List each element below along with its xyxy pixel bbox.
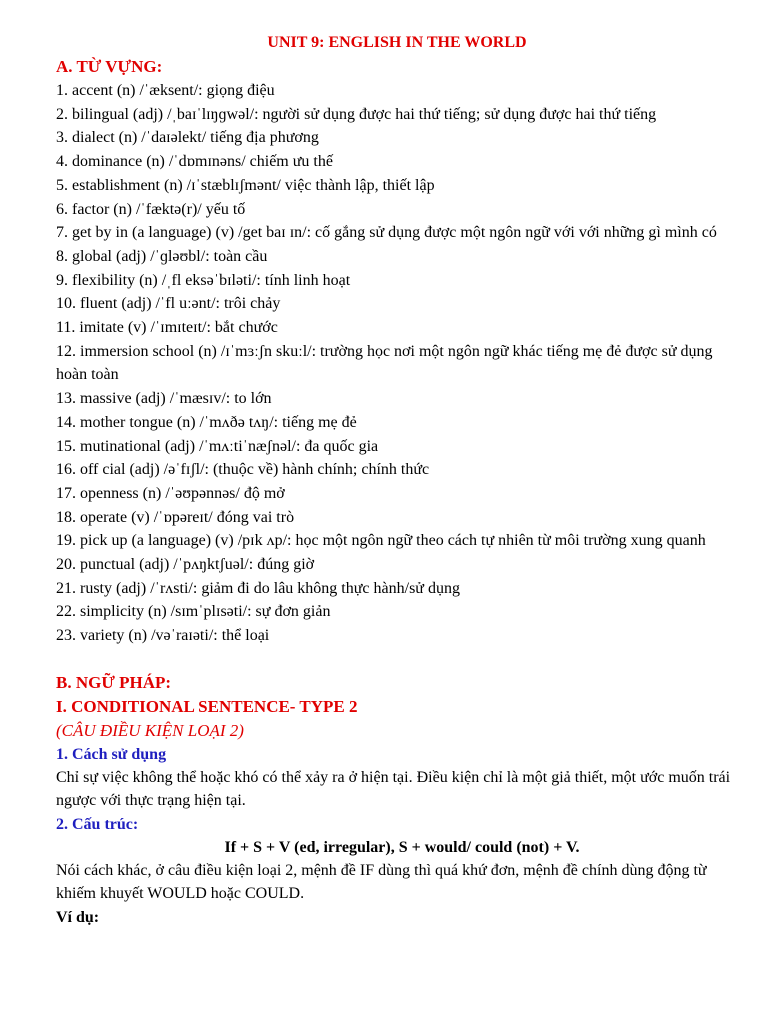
section-spacer [56, 648, 736, 671]
vocab-item: 23. variety (n) /vəˈraɪəti/: thể loại [56, 627, 270, 645]
structure-heading: 2. Cấu trúc: [56, 815, 139, 833]
structure-paragraph: Nói cách khác, ở câu điều kiện loại 2, mệnh đề IF dùng thì quá khứ đơn, mệnh đề chính dùng động từ khiếm khuyết WOULD hoặc COULD. [56, 861, 707, 903]
vocabulary-list [56, 79, 736, 648]
vocab-item: 2. bilingual (adj) /ˌbaɪˈlɪŋɡwəl/: người sử dụng được hai thứ tiếng; sử dụng được hai thứ tiếng [56, 105, 657, 123]
vocab-item: 4. dominance (n) /ˈdɒmɪnəns/ chiếm ưu thế [56, 153, 333, 171]
grammar-title: I. CONDITIONAL SENTENCE- TYPE 2 [56, 696, 358, 716]
usage-paragraph: Chỉ sự việc không thể hoặc khó có thể xảy ra ở hiện tại. Điều kiện chỉ là một giả thiết, một ước muốn trái ngược với thực trạng hiện tại. [56, 768, 731, 810]
vocab-item: 12. immersion school (n) /ɪˈmɜːʃn skuːl/: trường học nơi một ngôn ngữ khác tiếng mẹ đẻ được sử dụng hoàn toàn [56, 342, 713, 384]
structure-formula: If + S + V (ed, irregular), S + would/ could (not) + V. [224, 838, 580, 856]
vocab-item: 3. dialect (n) /ˈdaɪəlekt/ tiếng địa phương [56, 129, 319, 147]
vocabulary-heading: A. TỪ VỰNG: [56, 57, 163, 76]
formula-row [56, 836, 736, 859]
vocab-item: 14. mother tongue (n) /ˈmʌðə tʌŋ/: tiếng mẹ đẻ [56, 413, 357, 431]
vocab-item: 16. off cial (adj) /əˈfɪʃl/: (thuộc về) hành chính; chính thức [56, 461, 430, 479]
vocab-item: 13. massive (adj) /ˈmæsɪv/: to lớn [56, 390, 272, 408]
page-title: UNIT 9: ENGLISH IN THE WORLD [267, 34, 527, 51]
vocab-item: 21. rusty (adj) /ˈrʌsti/: giảm đi do lâu không thực hành/sử dụng [56, 579, 460, 597]
vocab-item: 7. get by in (a language) (v) /get baɪ ɪn/: cố gắng sử dụng được một ngôn ngữ với với những gì mình có [56, 224, 717, 242]
vocab-item: 15. mutinational (adj) /ˈmʌːtiˈnæʃnəl/: đa quốc gia [56, 437, 379, 455]
vocab-item: 1. accent (n) /ˈæksent/: giọng điệu [56, 82, 275, 99]
structure-row [56, 813, 736, 836]
grammar-heading: B. NGỮ PHÁP: [56, 672, 172, 692]
vocab-item: 18. operate (v) /ˈɒpəreɪt/ đóng vai trò [56, 508, 295, 526]
vocab-item: 8. global (adj) /ˈɡləʊbl/: toàn cầu [56, 247, 268, 265]
vocab-item: 17. openness (n) /ˈəʊpənnəs/ độ mở [56, 484, 285, 502]
usage-heading: 1. Cách sử dụng [56, 745, 167, 763]
vocab-item: 9. flexibility (n) /ˌfl eksəˈbɪləti/: tính linh hoạt [56, 271, 351, 289]
example-heading: Ví dụ: [56, 908, 100, 926]
vocab-item: 19. pick up (a language) (v) /pɪk ʌp/: học một ngôn ngữ theo cách tự nhiên từ môi trường xung quanh [56, 532, 706, 550]
vocab-item: 20. punctual (adj) /ˈpʌŋktʃuəl/: đúng giờ [56, 556, 315, 574]
vocab-item: 6. factor (n) /ˈfæktə(r)/ yếu tố [56, 200, 246, 218]
vocab-item: 5. establishment (n) /ɪˈstæblɪʃmənt/ việc thành lập, thiết lập [56, 176, 435, 194]
vocab-item: 11. imitate (v) /ˈɪmɪteɪt/: bắt chước [56, 319, 278, 337]
vocab-item: 10. fluent (adj) /ˈfl uːənt/: trôi chảy [56, 295, 281, 313]
vocab-item: 22. simplicity (n) /sɪmˈplɪsəti/: sự đơn giản [56, 603, 331, 621]
grammar-subtitle: (CÂU ĐIỀU KIỆN LOẠI 2) [56, 720, 244, 740]
